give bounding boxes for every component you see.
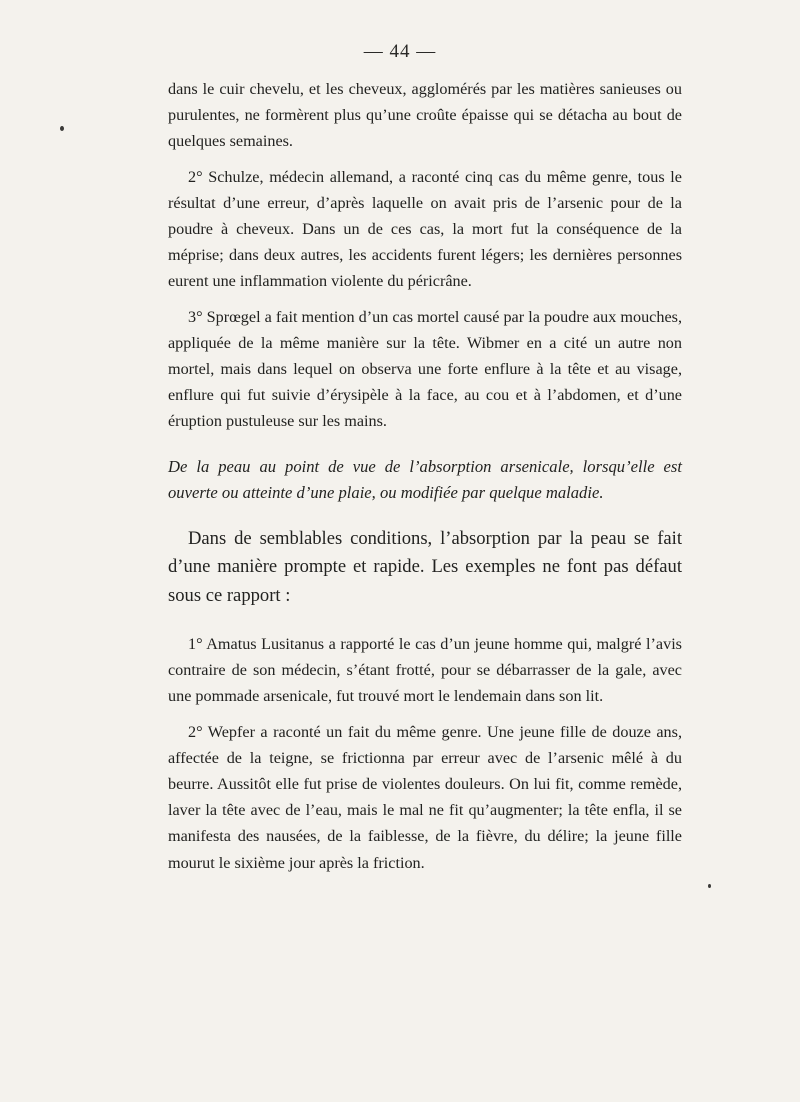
paragraph-amatus: 1° Amatus Lusitanus a rapporté le cas d’un jeune homme qui, malgré l’avis contraire de son médecin, s’étant frotté, pour se débarrasser de la gale, avec une pommade arsenicale, fut trouvé mort le lendemain dans son lit. <box>168 635 682 706</box>
page-body <box>168 76 682 876</box>
section-subheading: De la peau au point de vue de l’absorption arsenicale, lorsqu’elle est ouverte ou atteinte d’une plaie, ou modifiée par quelque maladie. <box>168 456 682 503</box>
ink-speck <box>708 884 711 888</box>
paragraph-wepfer: 2° Wepfer a raconté un fait du même genre. Une jeune fille de douze ans, affectée de la teigne, se frictionna par erreur avec de l’arsenic mêlé à du beurre. Aussitôt elle fut prise de violentes douleurs. On lui fit, comme remède, laver la tête avec de l’eau, mais le mal ne fit qu’augmenter; la tête enfla, il se manifesta des nausées, de la faiblesse, de la fièvre, du délire; la jeune fille mourut le sixième jour après la friction. <box>168 722 682 872</box>
paragraph-schulze: 2° Schulze, médecin allemand, a raconté cinq cas du même genre, tous le résultat d’une erreur, d’après laquelle on avait pris de l’arsenic pour de la poudre à cheveux. Dans un de ces cas, la mort fut la conséquence de la méprise; dans deux autres, les accidents furent légers; les dernières personnes eurent une inflammation violente du péricrâne. <box>168 167 682 291</box>
page-number: — 44 — <box>363 41 437 62</box>
paragraph-sproegel: 3° Sprœgel a fait mention d’un cas mortel causé par la poudre aux mouches, appliquée de la même manière sur la tête. Wibmer en a cité un autre non mortel, mais dans lequel on observa une forte enflure à la tête et au visage, enflure qui fut suivie d’érysipèle à la face, au cou et à l’abdomen, et d’une éruption pustuleuse sur les mains. <box>168 307 682 431</box>
ink-speck <box>60 126 64 131</box>
paragraph-intro: Dans de semblables conditions, l’absorption par la peau se fait d’une manière prompte et rapide. Les exemples ne font pas défaut sous ce rapport : <box>168 527 682 607</box>
paragraph-continuation: dans le cuir chevelu, et les cheveux, agglomérés par les matières sanieuses ou purulentes, ne formèrent plus qu’une croûte épaisse qui se détacha au bout de quelques semaines. <box>168 80 682 151</box>
